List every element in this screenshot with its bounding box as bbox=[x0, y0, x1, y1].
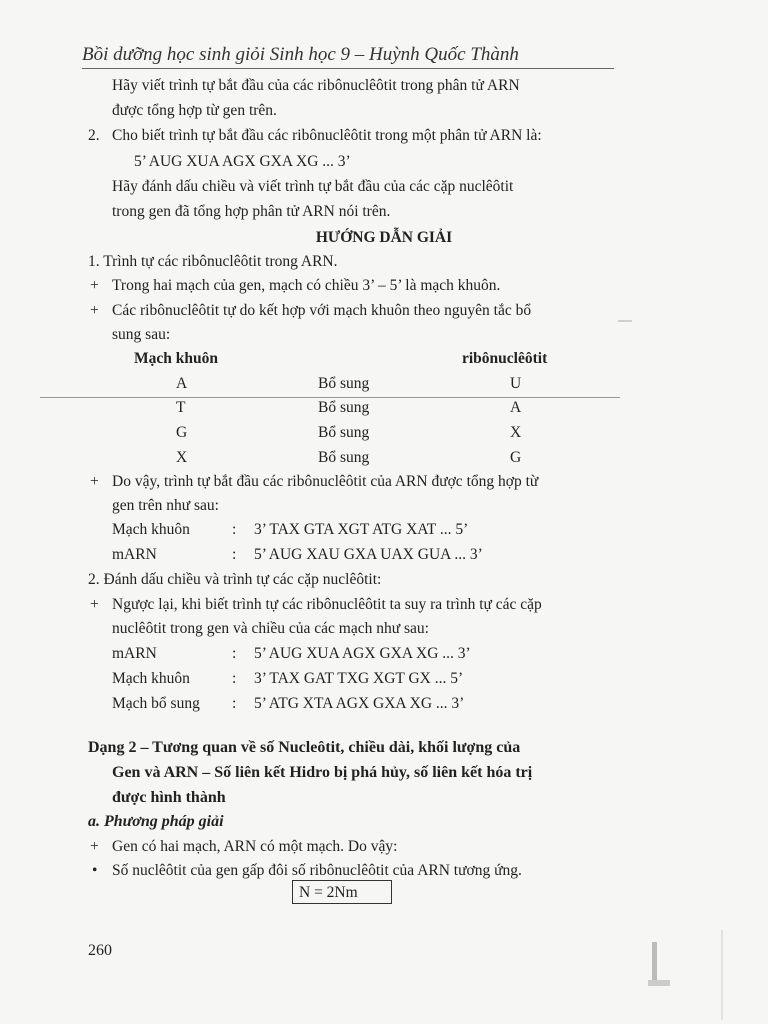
seq-label: Mạch bổ sung bbox=[112, 695, 200, 712]
section-1-bullet-1: Trong hai mạch của gen, mạch có chiều 3’ – 5’ là mạch khuôn. bbox=[112, 277, 501, 294]
seq-colon: : bbox=[232, 546, 237, 563]
section-dang-2-line-1: Dạng 2 – Tương quan về số Nucleôtit, chiều dài, khối lượng của bbox=[88, 739, 521, 756]
bullet-plus: + bbox=[90, 302, 99, 319]
table-cell-mid: Bổ sung bbox=[318, 424, 370, 441]
table-cell-left: T bbox=[176, 399, 186, 416]
table-cell-right: G bbox=[510, 449, 522, 466]
section-2-heading: 2. Đánh dấu chiều và trình tự các cặp nuclêôtit: bbox=[88, 571, 382, 588]
seq-label: Mạch khuôn bbox=[112, 521, 190, 538]
bullet-plus: + bbox=[90, 596, 99, 613]
running-header: Bồi dưỡng học sinh giỏi Sinh học 9 – Huỳnh Quốc Thành bbox=[82, 44, 614, 69]
seq-label: Mạch khuôn bbox=[112, 670, 190, 687]
seq-label: mARN bbox=[112, 645, 157, 662]
question-2-line-3: trong gen đã tổng hợp phân tử ARN nói trên. bbox=[112, 203, 391, 220]
bullet-plus: + bbox=[90, 277, 99, 294]
table-header-ribonucleotide: ribônuclêôtit bbox=[462, 350, 548, 367]
section-2-line-1: Ngược lại, khi biết trình tự các ribônuclêôtit ta suy ra trình tự các cặp bbox=[112, 596, 542, 613]
table-cell-right: U bbox=[510, 375, 522, 392]
scan-mark bbox=[618, 318, 632, 324]
result-line-2: gen trên như sau: bbox=[112, 497, 219, 514]
bullet-dot: • bbox=[92, 862, 98, 879]
section-dang-2-line-3: được hình thành bbox=[112, 789, 226, 806]
question-2-sequence: 5’ AUG XUA AGX GXA XG ... 3’ bbox=[134, 153, 351, 170]
formula-box: N = 2Nm bbox=[292, 880, 392, 904]
section-1-bullet-2-line-1: Các ribônuclêôtit tự do kết hợp với mạch khuôn theo nguyên tắc bổ bbox=[112, 302, 532, 319]
table-header-template-strand: Mạch khuôn bbox=[134, 350, 218, 367]
seq-value: 5’ AUG XUA AGX GXA XG ... 3’ bbox=[254, 645, 471, 662]
seq-colon: : bbox=[232, 695, 237, 712]
seq-colon: : bbox=[232, 645, 237, 662]
table-cell-left: G bbox=[176, 424, 188, 441]
section-dang-2-line-2: Gen và ARN – Số liên kết Hidro bị phá hủy, số liên kết hóa trị bbox=[112, 764, 533, 781]
method-title: a. Phương pháp giải bbox=[88, 813, 224, 830]
method-bullet-1: Gen có hai mạch, ARN có một mạch. Do vậy: bbox=[112, 838, 398, 855]
scan-smudge bbox=[644, 938, 674, 994]
seq-value: 3’ TAX GTA XGT ATG XAT ... 5’ bbox=[254, 521, 469, 538]
seq-value: 3’ TAX GAT TXG XGT GX ... 5’ bbox=[254, 670, 464, 687]
seq-label: mARN bbox=[112, 546, 157, 563]
intro-line-2: được tổng hợp từ gen trên. bbox=[112, 102, 277, 119]
table-cell-mid: Bổ sung bbox=[318, 449, 370, 466]
table-cell-left: X bbox=[176, 449, 188, 466]
intro-line-1: Hãy viết trình tự bắt đầu của các ribônuclêôtit trong phân tử ARN bbox=[112, 77, 520, 94]
scan-edge-line bbox=[720, 930, 724, 1020]
result-line-1: Do vậy, trình tự bắt đầu các ribônuclêôtit của ARN được tổng hợp từ bbox=[112, 473, 539, 490]
page-number: 260 bbox=[88, 942, 112, 959]
question-2-number: 2. bbox=[88, 127, 100, 144]
table-cell-left: A bbox=[176, 375, 188, 392]
table-cell-right: A bbox=[510, 399, 522, 416]
seq-value: 5’ ATG XTA AGX GXA XG ... 3’ bbox=[254, 695, 465, 712]
seq-colon: : bbox=[232, 670, 237, 687]
table-cell-right: X bbox=[510, 424, 522, 441]
method-bullet-2: Số nuclêôtit của gen gấp đôi số ribônuclêôtit của ARN tương ứng. bbox=[112, 862, 522, 879]
guide-title: HƯỚNG DẪN GIẢI bbox=[315, 229, 453, 246]
question-2-line-2: Hãy đánh dấu chiều và viết trình tự bắt đầu của các cặp nuclêôtit bbox=[112, 178, 514, 195]
question-2-line-1: Cho biết trình tự bắt đầu các ribônuclêôtit trong một phân tử ARN là: bbox=[112, 127, 542, 144]
table-cell-mid: Bổ sung bbox=[318, 375, 370, 392]
section-2-line-2: nuclêôtit trong gen và chiều của các mạch như sau: bbox=[112, 620, 429, 637]
seq-value: 5’ AUG XAU GXA UAX GUA ... 3’ bbox=[254, 546, 483, 563]
bullet-plus: + bbox=[90, 838, 99, 855]
section-1-heading: 1. Trình tự các ribônuclêôtit trong ARN. bbox=[88, 253, 338, 270]
section-1-bullet-2-line-2: sung sau: bbox=[112, 326, 171, 343]
table-cell-mid: Bổ sung bbox=[318, 399, 370, 416]
bullet-plus: + bbox=[90, 473, 99, 490]
seq-colon: : bbox=[232, 521, 237, 538]
